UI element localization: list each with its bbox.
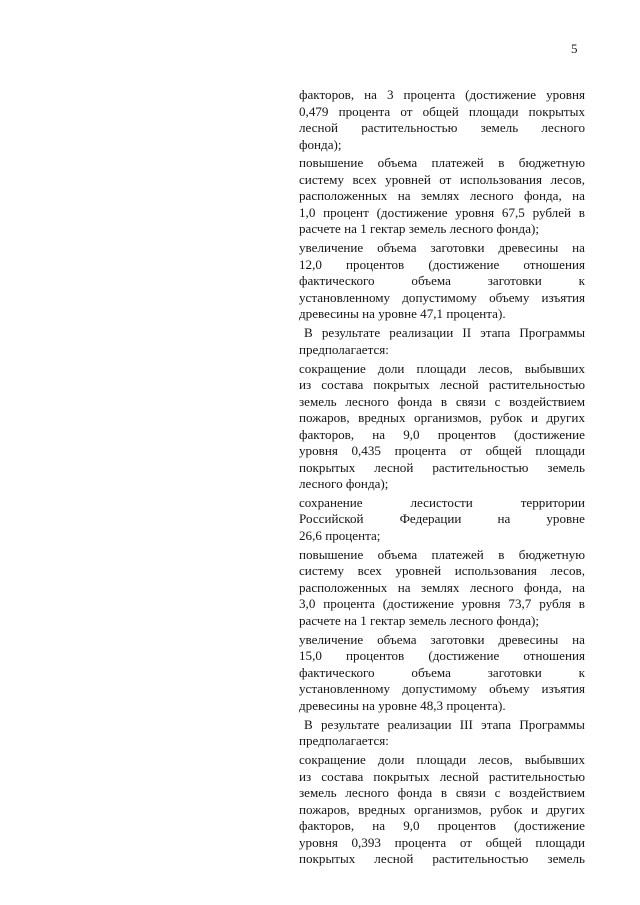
text-line: сокращение доли площади лесов, выбывших bbox=[299, 360, 585, 376]
text-line: расчете на 1 гектар земель лесного фонда); bbox=[299, 612, 540, 628]
text-line: повышение объема платежей в бюджетную bbox=[299, 155, 585, 171]
text-line: факторов, на 9,0 процентов (достижение bbox=[299, 818, 585, 834]
page-number: 5 bbox=[571, 41, 578, 56]
text-line: установленному допустимому объему изъятия bbox=[299, 681, 585, 697]
text-line: фактического объема заготовки к bbox=[299, 273, 585, 289]
text-line: 0,479 процента от общей площади покрытых bbox=[299, 103, 585, 119]
text-line: факторов, на 9,0 процентов (достижение bbox=[299, 426, 585, 442]
text-line: расчете на 1 гектар земель лесного фонда); bbox=[299, 221, 540, 237]
text-line: лесного фонда); bbox=[299, 476, 389, 492]
text-line: расположенных на землях лесного фонда, на bbox=[299, 579, 585, 595]
text-line: Российской Федерации на уровне bbox=[299, 511, 585, 527]
text-line: 3,0 процента (достижение уровня 73,7 рубля в bbox=[299, 596, 585, 612]
text-line: лесной растительностью земель лесного bbox=[299, 120, 585, 135]
text-line: предполагается: bbox=[299, 341, 389, 357]
text-line: 26,6 процента; bbox=[299, 527, 381, 543]
text-line: из состава покрытых лесной растительностью bbox=[299, 377, 585, 393]
text-line: покрытых лесной растительностью земель bbox=[299, 459, 585, 475]
text-line: фактического объема заготовки к bbox=[299, 664, 585, 680]
text-line: уровня 0,393 процента от общей площади bbox=[299, 834, 585, 850]
text-line: сокращение доли площади лесов, выбывших bbox=[299, 752, 585, 768]
text-line: земель лесного фонда в связи с воздействием bbox=[299, 393, 585, 409]
text-line: предполагается: bbox=[299, 733, 389, 749]
text-line: древесины на уровне 48,3 процента). bbox=[299, 697, 506, 713]
document-body bbox=[299, 87, 585, 868]
text-line: покрытых лесной растительностью земель bbox=[299, 851, 585, 867]
text-line: пожаров, вредных организмов, рубок и других bbox=[299, 410, 585, 426]
text-line: факторов, на 3 процента (достижение уровня bbox=[299, 87, 585, 102]
text-line: из состава покрытых лесной растительностью bbox=[299, 768, 585, 784]
text-line: расположенных на землях лесного фонда, на bbox=[299, 188, 585, 204]
text-line: систему всех уровней от использования лесов, bbox=[299, 171, 585, 187]
text-line: повышение объема платежей в бюджетную bbox=[299, 546, 585, 562]
text-line: В результате реализации III этапа Программы bbox=[304, 716, 585, 732]
text-line: фонда); bbox=[299, 136, 342, 152]
text-line: установленному допустимому объему изъятия bbox=[299, 289, 585, 305]
text-line: увеличение объема заготовки древесины на bbox=[299, 631, 585, 647]
text-line: сохранение лесистости территории bbox=[299, 494, 585, 510]
text-line: 15,0 процентов (достижение отношения bbox=[299, 648, 585, 664]
text-line: земель лесного фонда в связи с воздействием bbox=[299, 785, 585, 801]
text-line: 1,0 процент (достижение уровня 67,5 рублей в bbox=[299, 204, 585, 220]
text-line: увеличение объема заготовки древесины на bbox=[299, 240, 585, 256]
text-line: уровня 0,435 процента от общей площади bbox=[299, 443, 585, 459]
text-line: 12,0 процентов (достижение отношения bbox=[299, 256, 585, 272]
text-line: В результате реализации II этапа Программы bbox=[304, 325, 585, 341]
text-line: древесины на уровне 47,1 процента). bbox=[299, 306, 506, 322]
text-line: систему всех уровней использования лесов, bbox=[299, 563, 585, 579]
text-line: пожаров, вредных организмов, рубок и других bbox=[299, 801, 585, 817]
